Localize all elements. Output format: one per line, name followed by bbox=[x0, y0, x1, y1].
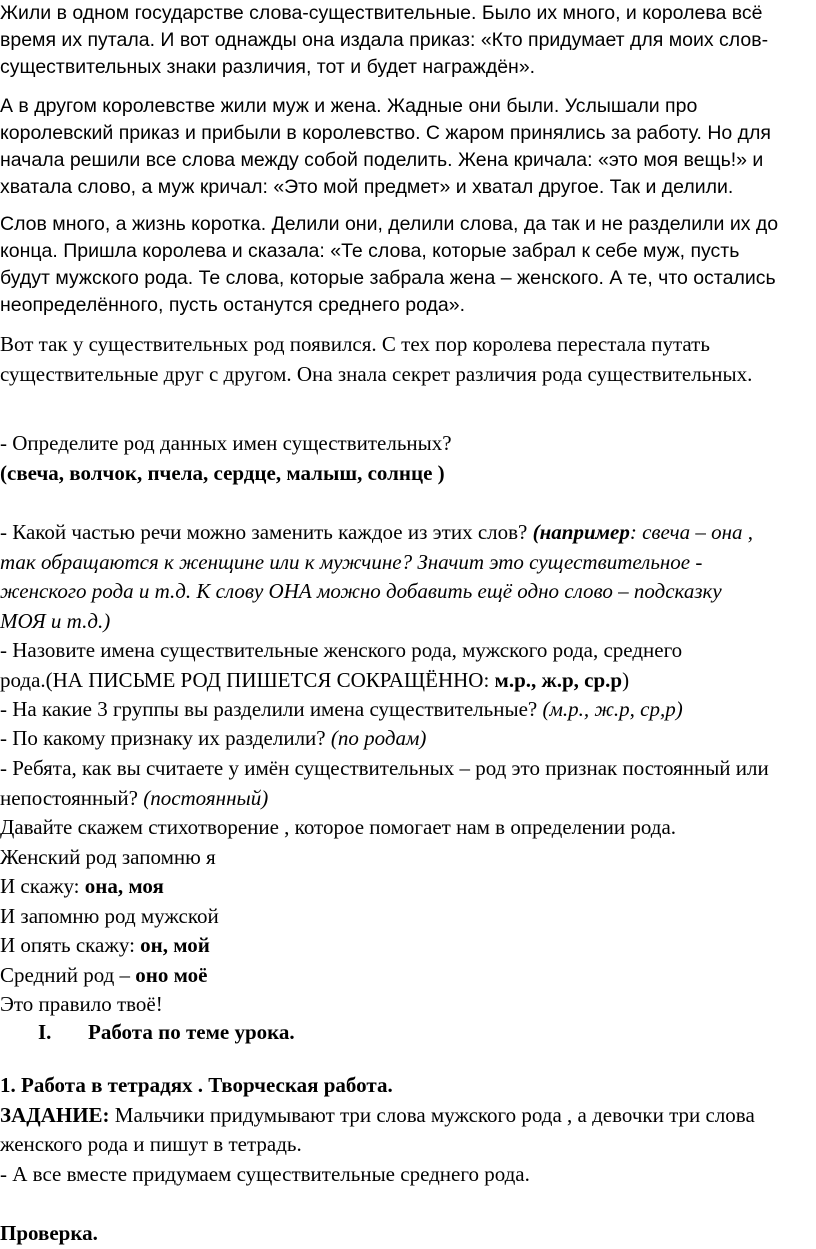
question-3 bbox=[0, 636, 812, 695]
text-line: - По какому признаку их разделили? (по родам) bbox=[0, 726, 427, 750]
text-line: существительные друг с другом. Она знала секрет различия рода существительных. bbox=[0, 361, 753, 386]
text-line: неопределённого, пусть останутся среднего рода». bbox=[0, 294, 465, 316]
text-line: конца. Пришла королева и сказала: «Те слова, которые забрал к себе муж, пусть bbox=[0, 240, 740, 262]
poem-line: И запомню род мужской bbox=[0, 903, 219, 928]
intro-paragraph-1 bbox=[0, 0, 812, 81]
question-text: - Определите род данных имен существительных? bbox=[0, 431, 452, 455]
poem-line: Средний род – оно моё bbox=[0, 962, 208, 987]
task-line: - А все вместе придумаем существительные среднего рода. bbox=[0, 1161, 530, 1186]
poem-line: Это правило твоё! bbox=[0, 992, 163, 1016]
text-line: рода.(НА ПИСЬМЕ РОД ПИШЕТСЯ СОКРАЩЁННО: м.р., ж.р, ср.р) bbox=[0, 667, 630, 692]
poem bbox=[0, 813, 812, 1020]
task-line: ЗАДАНИЕ: Мальчики придумывают три слова мужского рода , а девочки три слова bbox=[0, 1102, 755, 1127]
text-line: так обращаются к женщине или к мужчине? Значит это существительное - bbox=[0, 549, 703, 574]
intro-paragraph-3 bbox=[0, 211, 812, 319]
section-number: I. bbox=[38, 1020, 52, 1044]
text-line: существительных знаки различия, тот и будет награждён». bbox=[0, 56, 536, 78]
poem-line: И скажу: она, моя bbox=[0, 874, 164, 898]
text-line: королевский приказ и прибыли в королевство. С жаром принялись за работу. Но для bbox=[0, 122, 771, 144]
text-line: начала решили все слова между собой поделить. Жена кричала: «это моя вещь!» и bbox=[0, 149, 764, 171]
text-line: хватала слово, а муж кричал: «Это мой предмет» и хватал другое. Так и делили. bbox=[0, 176, 734, 198]
question-4 bbox=[0, 695, 812, 725]
question-5 bbox=[0, 724, 812, 754]
check-heading: Проверка. bbox=[0, 1221, 98, 1245]
task-block bbox=[0, 1071, 812, 1189]
text-line: - Какой частью речи можно заменить каждое из этих слов? (например: свеча – она , bbox=[0, 520, 754, 544]
section-title: Работа по теме урока. bbox=[88, 1020, 295, 1044]
text-line: А в другом королевстве жили муж и жена. Жадные они были. Услышали про bbox=[0, 95, 698, 117]
poem-line: Женский род запомню я bbox=[0, 844, 216, 869]
text-line: - Назовите имена существительные женского рода, мужского рода, среднего bbox=[0, 638, 683, 662]
text-line: Слов много, а жизнь коротка. Делили они, делили слова, да так и не разделили их до bbox=[0, 213, 779, 235]
question-2 bbox=[0, 518, 812, 636]
text-line: женского рода и т.д. К слову ОНА можно добавить ещё одно слово – подсказку bbox=[0, 579, 722, 603]
text-line: Жили в одном государстве слова-существительные. Было их много, и королева всё bbox=[0, 2, 763, 24]
poem-line: И опять скажу: он, мой bbox=[0, 933, 210, 957]
text-line: непостоянный? (постоянный) bbox=[0, 785, 269, 810]
text-line: будут мужского рода. Те слова, которые забрала жена – женского. А те, что остались bbox=[0, 267, 776, 289]
question-6 bbox=[0, 754, 812, 813]
text-line: время их путала. И вот однажды она издала приказ: «Кто придумает для моих слов- bbox=[0, 29, 769, 51]
section-heading bbox=[38, 1018, 295, 1048]
text-line: - Ребята, как вы считаете у имён существительных – род это признак постоянный или bbox=[0, 756, 769, 780]
intro-paragraph-2 bbox=[0, 93, 812, 201]
summary-paragraph bbox=[0, 330, 812, 389]
task-heading: 1. Работа в тетрадях . Творческая работа. bbox=[0, 1073, 393, 1097]
poem-intro: Давайте скажем стихотворение , которое помогает нам в определении рода. bbox=[0, 815, 677, 839]
text-line: - На какие 3 группы вы разделили имена существительные? (м.р., ж.р, ср,р) bbox=[0, 697, 683, 721]
word-list: (свеча, волчок, пчела, сердце, малыш, солнце ) bbox=[0, 460, 445, 485]
task-line: женского рода и пишут в тетрадь. bbox=[0, 1132, 302, 1156]
question-1 bbox=[0, 429, 812, 488]
text-line: Вот так у существительных род появился. С тех пор королева перестала путать bbox=[0, 332, 710, 356]
text-line: МОЯ и т.д.) bbox=[0, 608, 111, 633]
